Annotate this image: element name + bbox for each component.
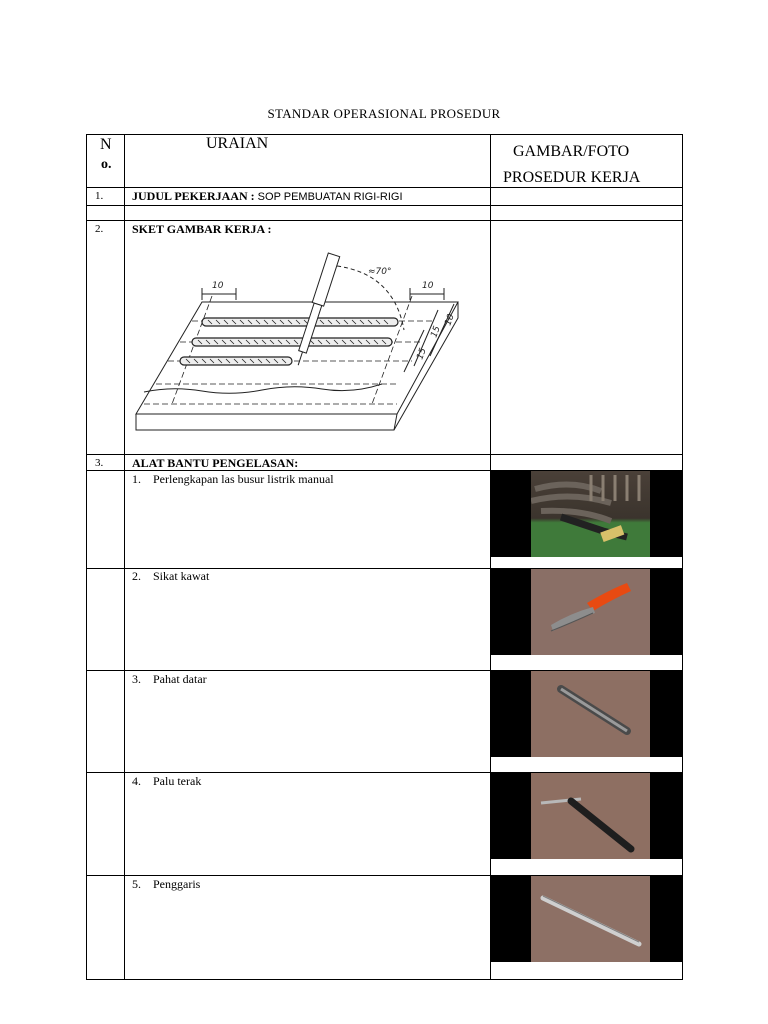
tool-item: 1. Perlengkapan las busur listrik manual: [132, 472, 334, 486]
photo-welding-equipment: [491, 471, 682, 557]
header-gambar: GAMBAR/FOTO: [513, 143, 630, 160]
row1-description: [132, 189, 403, 204]
photo-ruler: [491, 876, 682, 962]
sketch-dim-a: 10: [443, 312, 457, 328]
tool-item: 3. Pahat datar: [132, 672, 207, 686]
work-sketch: [132, 244, 462, 436]
row2-number: 2.: [95, 223, 104, 235]
sketch-angle: ≈70°: [368, 267, 392, 277]
tool-item: 4. Palu terak: [132, 774, 202, 788]
photo-chipping-hammer: [491, 773, 682, 859]
row1-value: SOP PEMBUATAN RIGI-RIGI: [257, 191, 403, 203]
row2-label: SKET GAMBAR KERJA :: [132, 222, 272, 236]
header-no-2: o.: [101, 157, 112, 172]
sketch-dim-b: 15: [429, 324, 443, 340]
tool-item: 2. Sikat kawat: [132, 569, 210, 583]
tool-item: 5. Penggaris: [132, 877, 201, 891]
sketch-dim-right: 10: [422, 281, 434, 291]
row3-number: 3.: [95, 457, 104, 469]
header-uraian: URAIAN: [206, 135, 269, 152]
sketch-dim-c: 15: [415, 346, 429, 362]
sketch-dim-left: 10: [212, 281, 224, 291]
header-prosedur: PROSEDUR KERJA: [503, 169, 641, 186]
photo-wire-brush: [491, 569, 682, 655]
sop-table: [86, 134, 683, 980]
photo-flat-chisel: [491, 671, 682, 757]
row1-number: 1.: [95, 190, 104, 202]
row1-label: JUDUL PEKERJAAN :: [132, 189, 255, 203]
page-title: STANDAR OPERASIONAL PROSEDUR: [267, 106, 501, 121]
row3-label: ALAT BANTU PENGELASAN:: [132, 456, 299, 470]
header-no: N: [100, 136, 112, 153]
